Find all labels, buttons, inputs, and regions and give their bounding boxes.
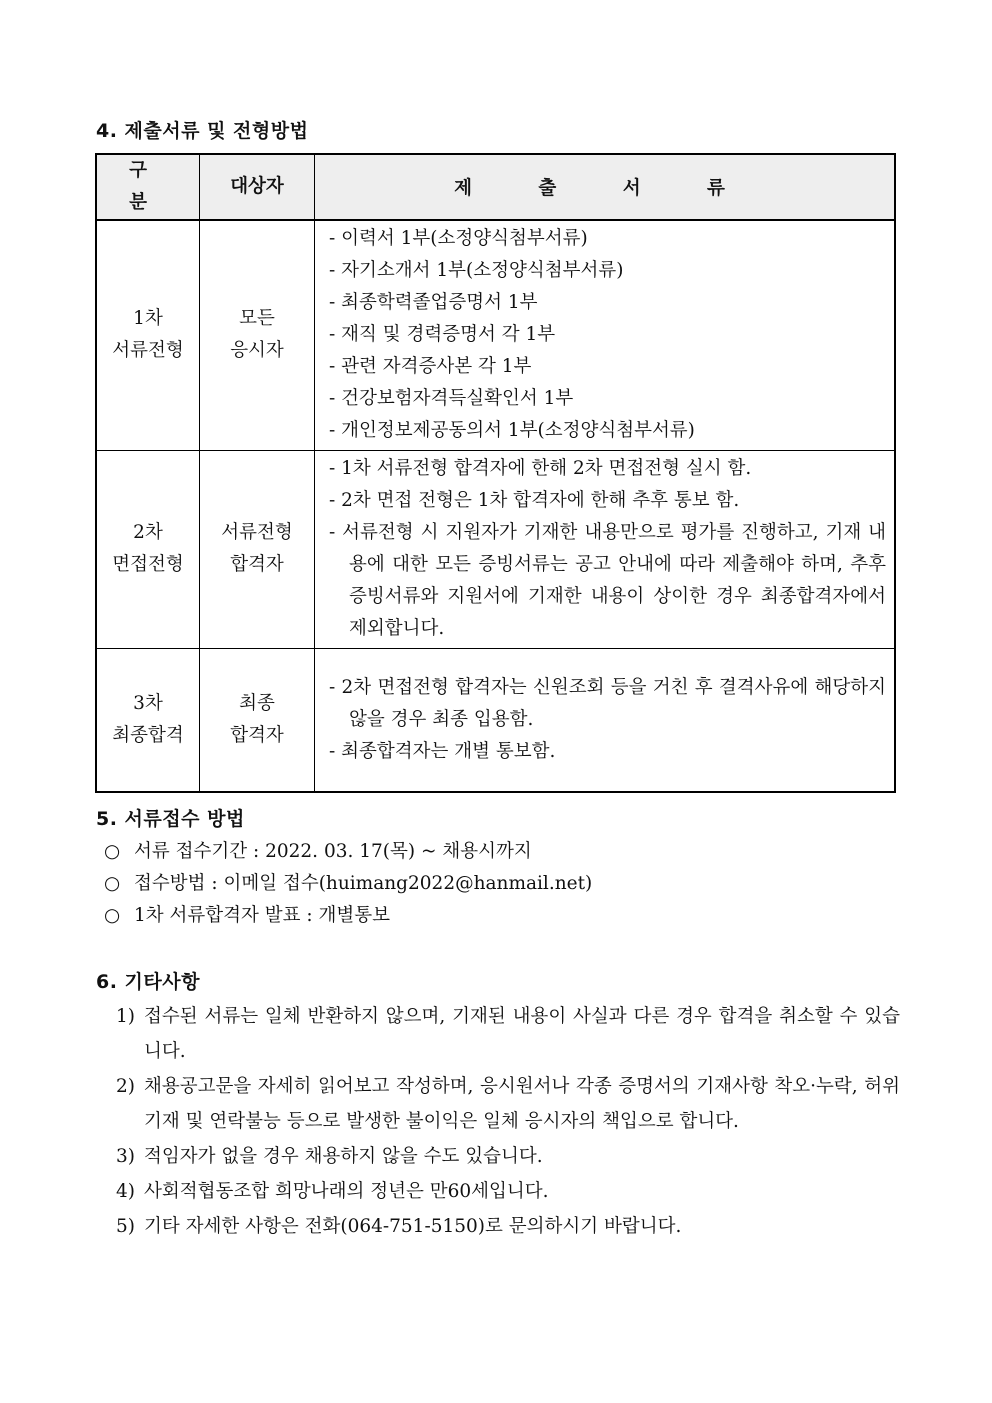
list-item: - 재직 및 경력증명서 각 1부 — [329, 324, 556, 346]
list-item: - 이력서 1부(소정양식첨부서류) — [329, 228, 588, 250]
target-cell — [200, 648, 315, 792]
list-item: 1) 접수된 서류는 일체 반환하지 않으며, 기재된 내용이 사실과 다른 경우 합격을 취소할 수 있습니다. — [116, 1006, 900, 1062]
target-cell — [200, 450, 315, 648]
list-item: 5) 기타 자세한 사항은 전화(064-751-5150)로 문의하시기 바랍니다. — [116, 1216, 682, 1237]
stage-label: 3차 — [133, 692, 163, 714]
target-label: 모든 — [239, 308, 275, 330]
list-item: ○ 접수방법 : 이메일 접수(huimang2022@hanmail.net) — [104, 868, 592, 900]
target-cell — [200, 220, 315, 450]
list-item: 4) 사회적협동조합 희망나래의 정년은 만60세입니다. — [116, 1181, 549, 1202]
stage-label: 2차 — [133, 522, 163, 543]
circle-bullet-icon: ○ — [104, 905, 121, 926]
submission-documents-table — [95, 153, 896, 793]
table-row — [96, 450, 895, 648]
target-label: 응시자 — [230, 340, 284, 362]
stage-cell — [96, 648, 200, 792]
stage-label: 1차 — [133, 308, 163, 330]
list-item: - 서류전형 시 지원자가 기재한 내용만으로 평가를 진행하고, 기재 내용에 대한 모든 증빙서류는 공고 안내에 따라 제출해야 하며, 추후 증빙서류와 지원서에 기재한 내용이 상이한 경우 최종합격자에서 제외합니다. — [329, 522, 886, 639]
list-item: - 2차 면접전형 합격자는 신원조회 등을 거친 후 결격사유에 해당하지 않을 경우 최종 입용함. — [329, 676, 886, 730]
circle-bullet-icon: ○ — [104, 873, 121, 894]
list-item: ○ 서류 접수기간 : 2022. 03. 17(목) ~ 채용시까지 — [104, 836, 592, 868]
list-item: - 최종학력졸업증명서 1부 — [329, 292, 538, 314]
target-label: 합격자 — [230, 554, 284, 575]
header-category: 구 분 — [96, 154, 200, 220]
list-item: - 개인정보제공동의서 1부(소정양식첨부서류) — [329, 420, 695, 442]
list-item: 2) 채용공고문을 자세히 읽어보고 작성하며, 응시원서나 각종 증명서의 기재사항 착오·누락, 허위 기재 및 연락불능 등으로 발생한 불이익은 일체 응시자의 책입으로 합니다. — [116, 1076, 900, 1132]
documents-cell — [315, 450, 896, 648]
header-target: 대상자 — [200, 154, 315, 220]
documents-cell — [315, 220, 896, 450]
stage-label: 면접전형 — [112, 554, 184, 575]
table-row — [96, 648, 895, 792]
list-item: - 최종합격자는 개별 통보함. — [329, 740, 556, 762]
table-row — [96, 220, 895, 450]
list-item: - 관련 자격증사본 각 1부 — [329, 356, 532, 378]
list-item: 3) 적임자가 없을 경우 채용하지 않을 수도 있습니다. — [116, 1146, 543, 1167]
list-item: - 1차 서류전형 합격자에 한해 2차 면접전형 실시 함. — [329, 458, 752, 479]
submission-method-list — [104, 836, 592, 932]
header-documents: 제 출 서 류 — [315, 154, 896, 220]
list-item: - 자기소개서 1부(소정양식첨부서류) — [329, 260, 624, 282]
section-4-title: 4. 제출서류 및 전형방법 — [96, 120, 309, 142]
circle-bullet-icon: ○ — [104, 841, 121, 862]
list-item: ○ 1차 서류합격자 발표 : 개별통보 — [104, 900, 592, 932]
stage-cell — [96, 450, 200, 648]
section-5-title: 5. 서류접수 방법 — [96, 808, 245, 830]
documents-cell — [315, 648, 896, 792]
list-item: - 2차 면접 전형은 1차 합격자에 한해 추후 통보 함. — [329, 490, 740, 511]
table-header-row — [96, 154, 895, 220]
other-notes-list — [116, 999, 900, 1244]
stage-label: 최종합격 — [112, 724, 184, 746]
target-label: 최종 — [239, 692, 275, 714]
section-6-title: 6. 기타사항 — [96, 971, 200, 993]
target-label: 합격자 — [230, 724, 284, 746]
stage-cell — [96, 220, 200, 450]
target-label: 서류전형 — [221, 522, 293, 543]
list-item: - 건강보험자격득실확인서 1부 — [329, 388, 574, 410]
stage-label: 서류전형 — [112, 340, 184, 362]
